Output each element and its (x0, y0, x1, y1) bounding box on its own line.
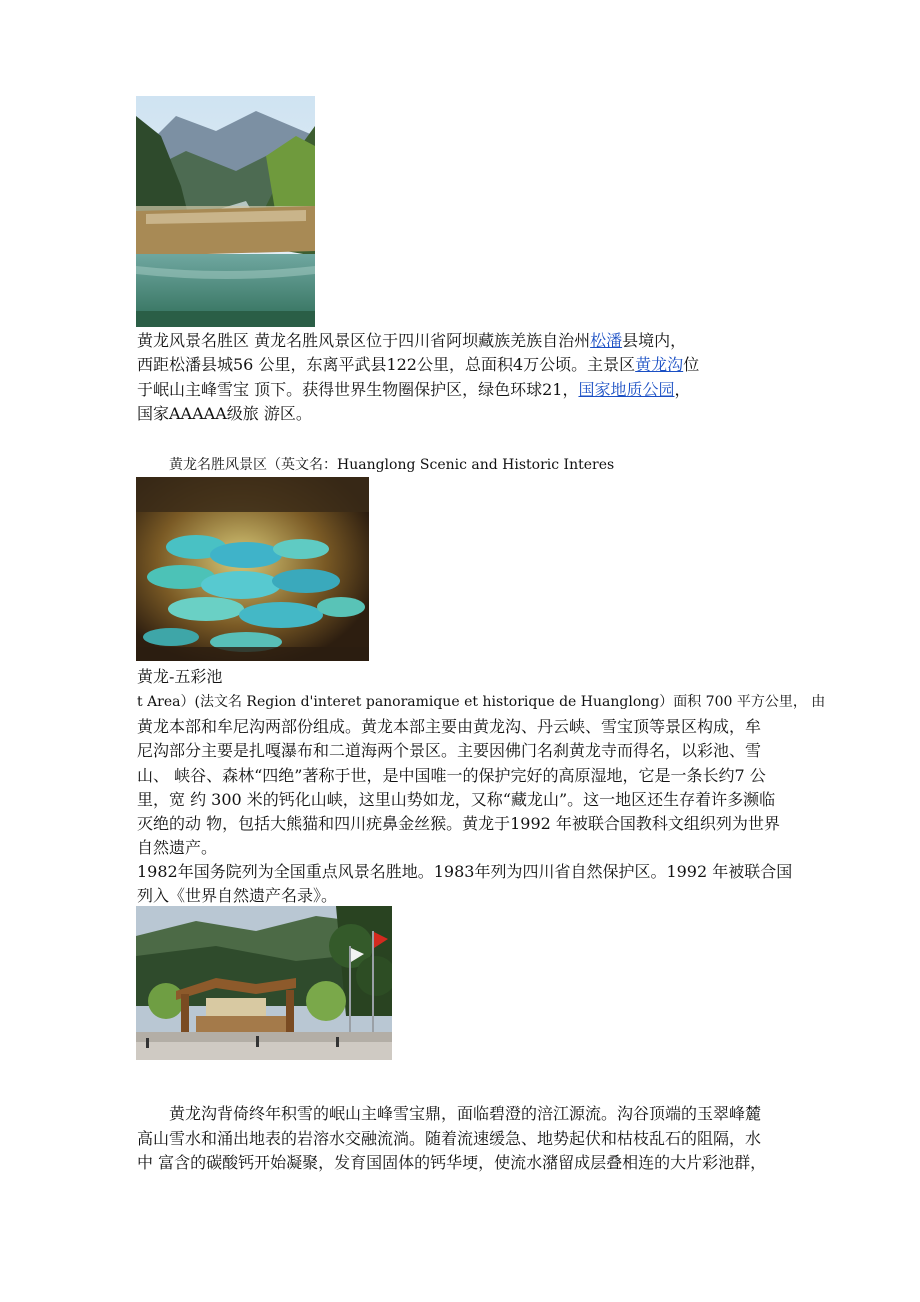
intro-line-1 (137, 331, 686, 351)
mountain-waterfall-photo (136, 96, 315, 327)
body-line: 列入《世界自然遗产名录》。 (137, 886, 338, 905)
body-line: t Area）(法文名 Region d'interet panoramique et historique de Huanglong）面积 700 平方公里， 由 (137, 694, 826, 710)
body-line: 自然遗产。 (137, 838, 218, 857)
scenic-gate-photo (136, 906, 392, 1060)
intro-line-2 (137, 355, 699, 375)
geopark-link[interactable]: 国家地质公园 (578, 380, 675, 399)
intro-text: 黄龙风景名胜区 黄龙名胜风景区位于四川省阿坝藏族羌族自治州 (137, 331, 591, 350)
pools-caption: 黄龙-五彩池 (137, 667, 223, 686)
intro-text: 西距松潘县城56 公里，东离平武县122公里，总面积4万公顷。主景区 (137, 355, 636, 374)
intro-text: 于岷山主峰雪宝 顶下。获得世界生物圈保护区，绿色环球21， (137, 380, 579, 399)
intro-text: 位 (683, 355, 700, 374)
body-line: 中 富含的碳酸钙开始凝聚，发育国固体的钙华埂，使流水潴留成层叠相连的大片彩池群， (137, 1153, 767, 1172)
body-line: 黄龙沟背倚终年积雪的岷山主峰雪宝鼎，面临碧澄的涪江源流。沟谷顶端的玉翠峰麓 (169, 1104, 762, 1123)
body-line: 黄龙本部和牟尼沟两部份组成。黄龙本部主要由黄龙沟、丹云峡、雪宝顶等景区构成，牟 (137, 717, 762, 736)
intro-line-4: 国家AAAAA级旅 游区。 (137, 404, 312, 423)
intro-text: 县境内， (622, 331, 687, 350)
huanglonggou-link[interactable]: 黄龙沟 (635, 355, 684, 374)
english-name-line: 黄龙名胜风景区（英文名：Huanglong Scenic and Historic Interes (169, 457, 615, 473)
intro-line-3 (137, 380, 690, 400)
body-line: 高山雪水和涌出地表的岩溶水交融流淌。随着流速缓急、地势起伏和枯枝乱石的阻隔，水 (137, 1129, 762, 1148)
body-line: 1982年国务院列为全国重点风景名胜地。1983年列为四川省自然保护区。1992 年被联合国 (137, 862, 793, 881)
body-line: 灭绝的动 物，包括大熊猫和四川疣鼻金丝猴。黄龙于1992 年被联合国教科文组织列为世界 (137, 814, 780, 833)
travertine-pools-photo (136, 477, 369, 661)
body-line: 山、 峡谷、森林“四绝”著称于世，是中国唯一的保护完好的高原湿地，它是一条长约7 公 (137, 766, 766, 785)
songpan-link[interactable]: 松潘 (590, 331, 623, 350)
body-line: 尼沟部分主要是扎嘎瀑布和二道海两个景区。主要因佛门名刹黄龙寺而得名，以彩池、雪 (137, 741, 762, 760)
intro-text: ， (674, 380, 691, 399)
body-line: 里，宽 约 300 米的钙化山峡，这里山势如龙，又称“藏龙山”。这一地区还生存着许多濒临 (137, 790, 776, 809)
